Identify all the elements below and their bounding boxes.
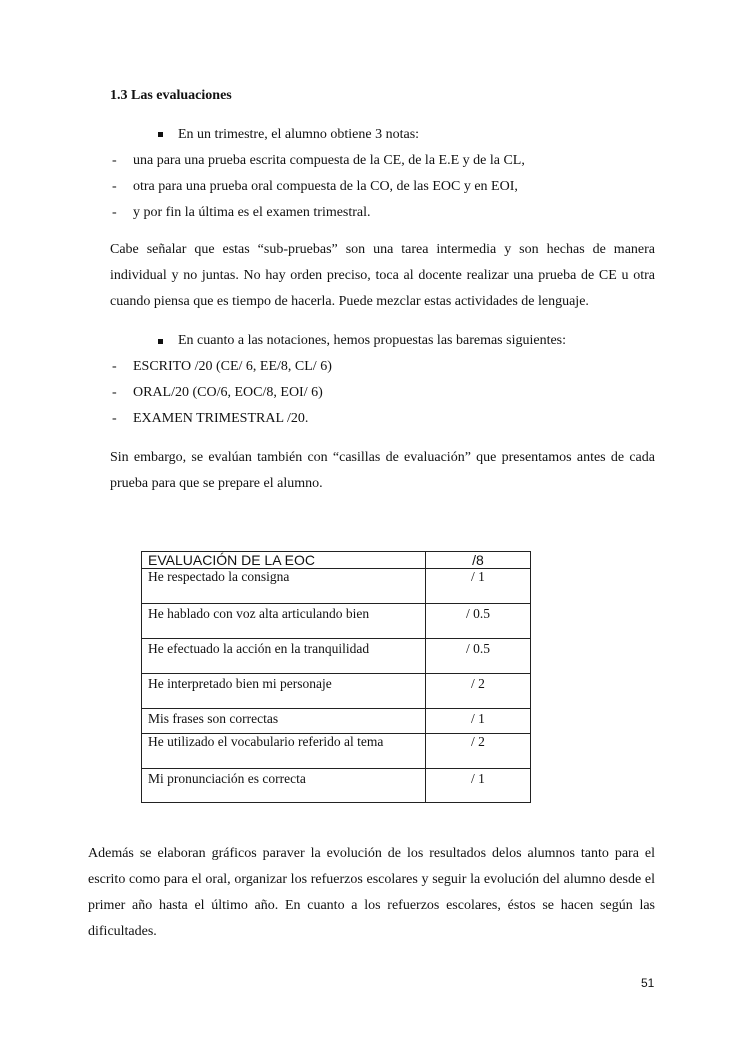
list-item: ESCRITO /20 (CE/ 6, EE/8, CL/ 6) xyxy=(133,359,332,374)
table-cell-label: He utilizado el vocabulario referido al tema xyxy=(142,734,426,769)
table-header-label: EVALUACIÓN DE LA EOC xyxy=(142,552,426,569)
bullet-text: En cuanto a las notaciones, hemos propuestas las baremas siguientes: xyxy=(178,333,567,348)
table-header-row xyxy=(142,552,531,569)
list-item: otra para una prueba oral compuesta de la CO, de las EOC y en EOI, xyxy=(133,179,518,194)
dash-icon: - xyxy=(112,153,117,168)
table-cell-value: / 0.5 xyxy=(426,604,531,639)
table-cell-value: / 1 xyxy=(426,569,531,604)
table-cell-value: / 2 xyxy=(426,734,531,769)
table-cell-label: He efectuado la acción en la tranquilidad xyxy=(142,639,426,674)
list-item: EXAMEN TRIMESTRAL /20. xyxy=(133,411,309,426)
paragraph: Cabe señalar que estas “sub-pruebas” son una tarea intermedia y son hechas de manera individual y no juntas. No hay orden preciso, toca al docente realizar una prueba de CE u otra cuando piensa que es tiempo de hacerla. Puede mezclar estas actividades de lenguaje. xyxy=(110,242,655,309)
table-row xyxy=(142,674,531,709)
section-heading: 1.3 Las evaluaciones xyxy=(110,88,232,103)
dash-icon: - xyxy=(112,179,117,194)
table-cell-value: / 1 xyxy=(426,709,531,734)
table-cell-value: / 2 xyxy=(426,674,531,709)
table-cell-label: He interpretado bien mi personaje xyxy=(142,674,426,709)
table-row xyxy=(142,734,531,769)
paragraph: Además se elaboran gráficos paraver la evolución de los resultados delos alumnos tanto para el escrito como para el oral, organizar los refuerzos escolares y seguir la evolución del alumno desde el primer año hasta el último año. En cuanto a los refuerzos escolares, éstos se hacen según las dificultades. xyxy=(88,846,655,939)
table-row xyxy=(142,604,531,639)
dash-icon: - xyxy=(112,359,117,374)
page-number: 51 xyxy=(641,976,655,990)
list-item: y por fin la última es el examen trimestral. xyxy=(133,205,371,220)
table-cell-label: He hablado con voz alta articulando bien xyxy=(142,604,426,639)
square-bullet-icon xyxy=(158,132,163,137)
list-item: una para una prueba escrita compuesta de la CE, de la E.E y de la CL, xyxy=(133,153,525,168)
table-cell-value: / 0.5 xyxy=(426,639,531,674)
square-bullet-icon xyxy=(158,339,163,344)
table-cell-label: Mi pronunciación es correcta xyxy=(142,769,426,803)
table-row xyxy=(142,639,531,674)
table-cell-value: / 1 xyxy=(426,769,531,803)
table-row xyxy=(142,769,531,803)
table-header-value: /8 xyxy=(426,552,531,569)
dash-icon: - xyxy=(112,205,117,220)
evaluation-table xyxy=(141,551,531,803)
list-item: ORAL/20 (CO/6, EOC/8, EOI/ 6) xyxy=(133,385,323,400)
bullet-text: En un trimestre, el alumno obtiene 3 notas: xyxy=(178,127,420,142)
table-row xyxy=(142,569,531,604)
dash-icon: - xyxy=(112,411,117,426)
table-row xyxy=(142,709,531,734)
table-cell-label: He respectado la consigna xyxy=(142,569,426,604)
paragraph: Sin embargo, se evalúan también con “casillas de evaluación” que presentamos antes de cada prueba para que se prepare el alumno. xyxy=(110,450,655,491)
dash-icon: - xyxy=(112,385,117,400)
table-cell-label: Mis frases son correctas xyxy=(142,709,426,734)
